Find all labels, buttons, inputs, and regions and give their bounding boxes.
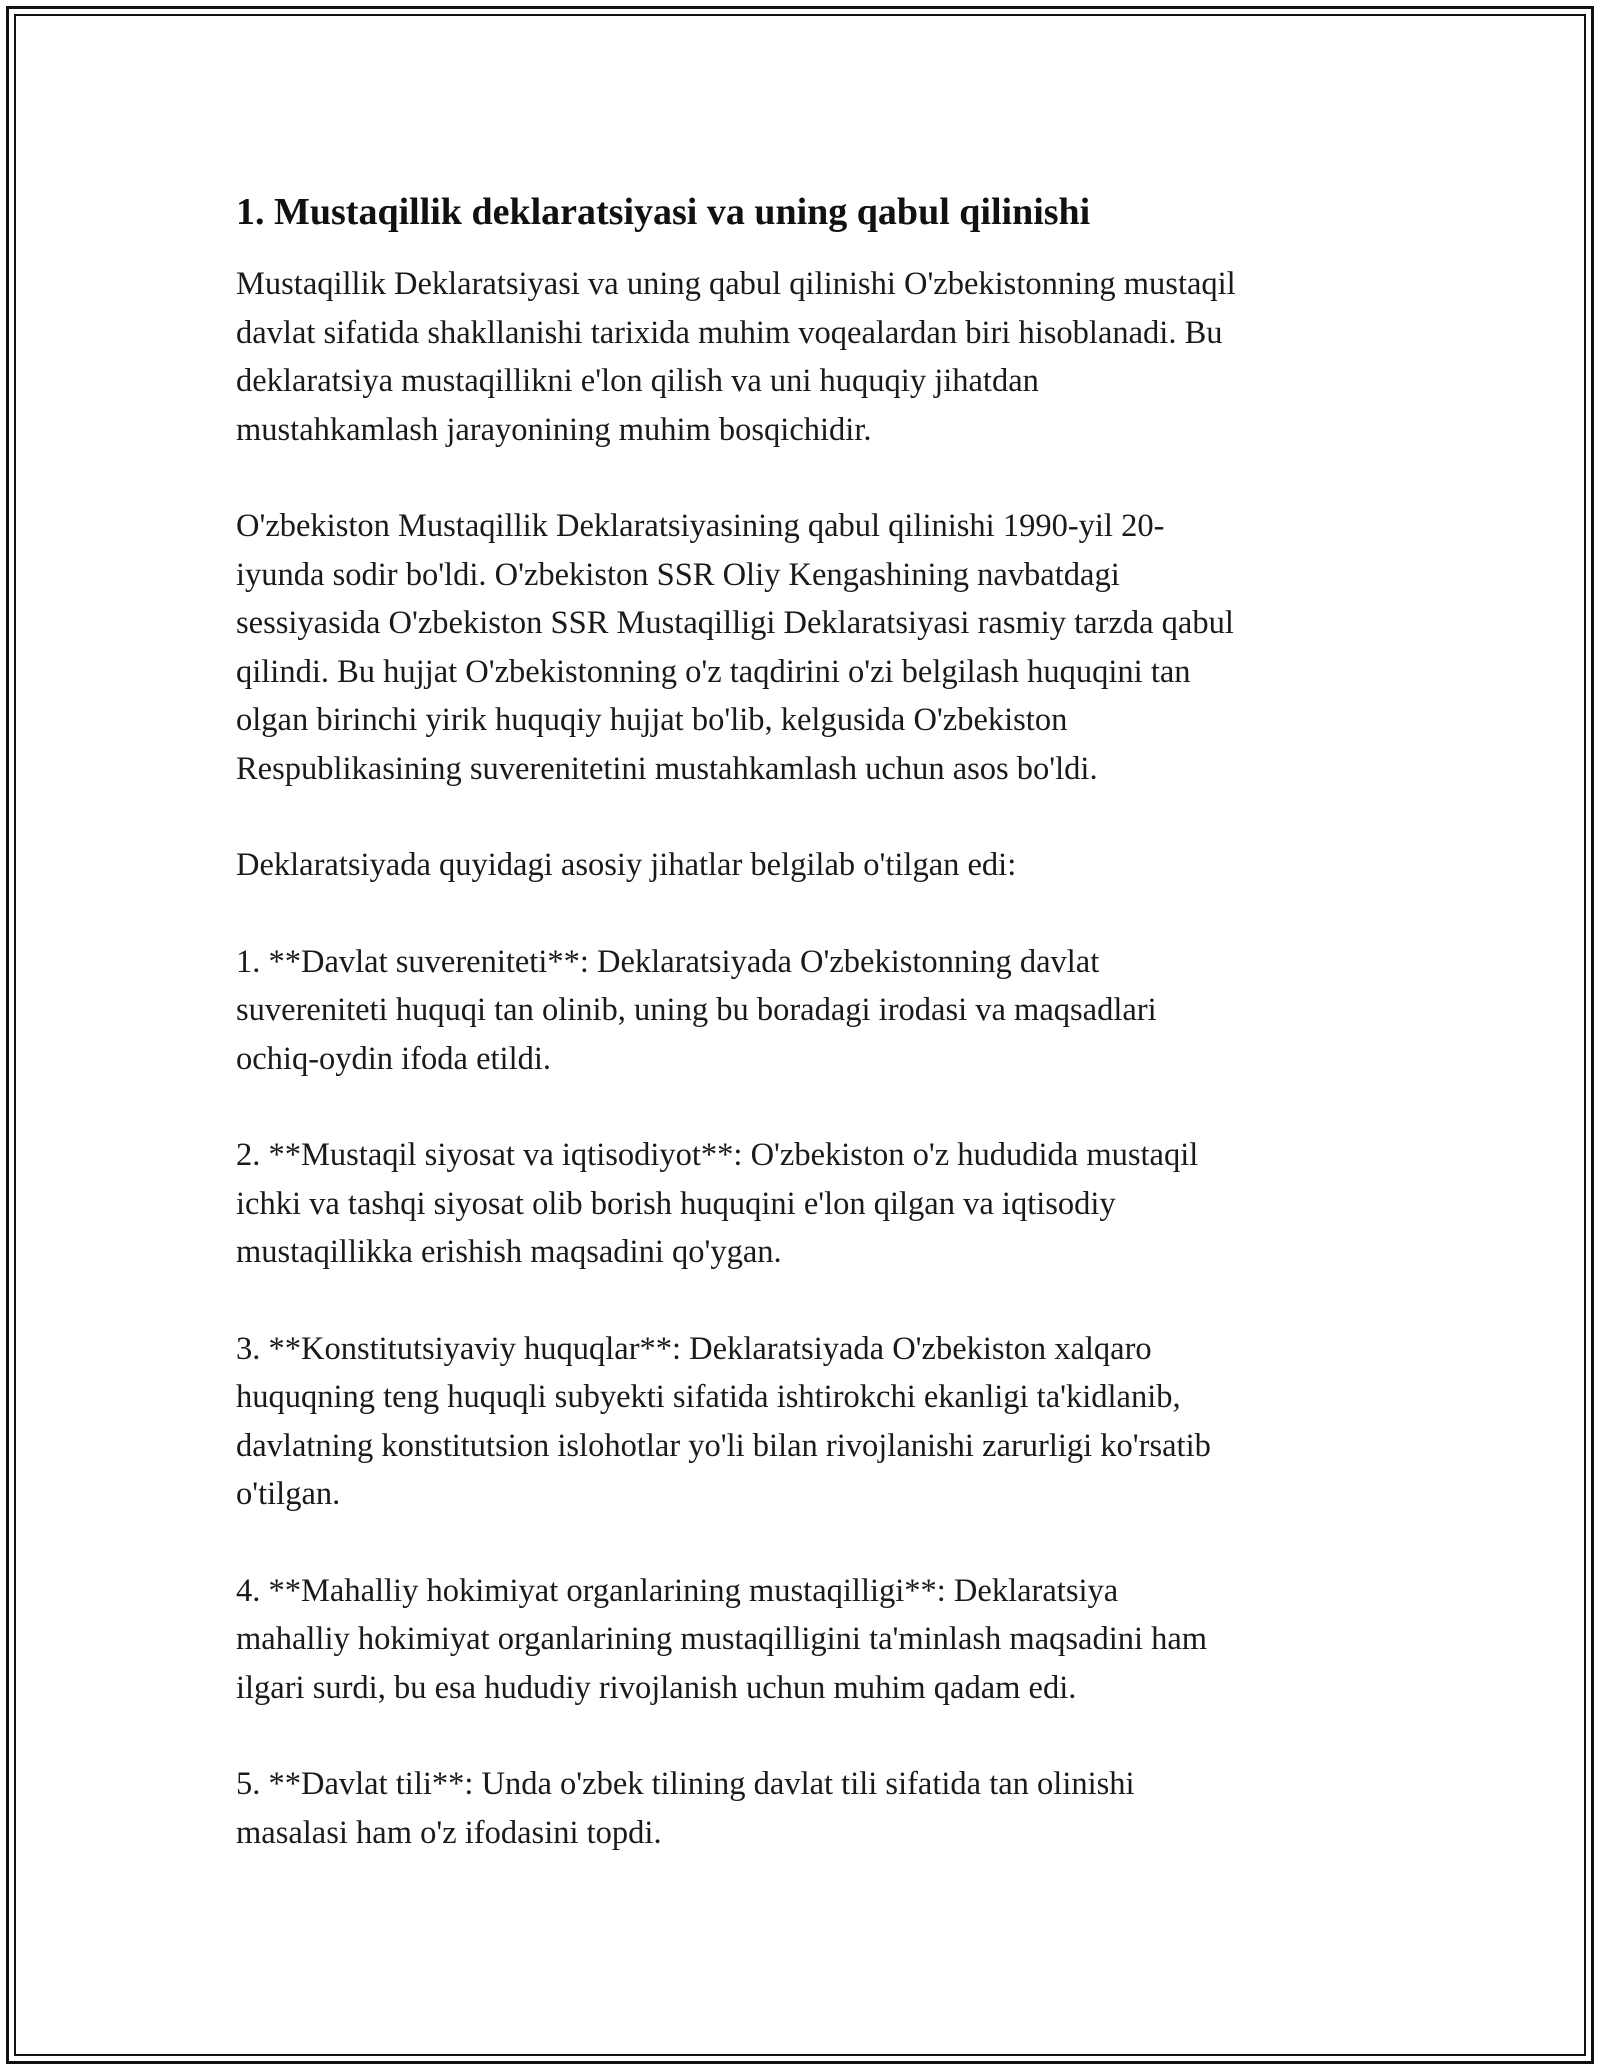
document-body (236, 186, 1376, 1905)
paragraph-list-intro: Deklaratsiyada quyidagi asosiy jihatlar belgilab o'tilgan edi: (236, 847, 1017, 883)
paragraph-adoption: O'zbekiston Mustaqillik Deklaratsiyasining qabul qilinishi 1990-yil 20- iyunda sodir bo'ldi. O'zbekiston SSR Oliy Kengashining navbatdagi sessiyasida O'zbekiston SSR Mustaqilligi Deklaratsiyasi rasmiy tarzda qabul qilindi. Bu hujjat O'zbekistonning o'z taqdirini o'zi belgilash huquqini tan olgan birinchi yirik huquqiy hujjat bo'lib, kelgusida O'zbekiston Respublikasining suverenitetini mustahkamlash uchun asos bo'ldi. (236, 508, 1234, 787)
list-item-sovereignty: 1. **Davlat suvereniteti**: Deklaratsiyada O'zbekistonning davlat suvereniteti huquqi tan olinib, uning bu boradagi irodasi va maqsadlari ochiq-oydin ifoda etildi. (236, 943, 1157, 1077)
list-item-local-government: 4. **Mahalliy hokimiyat organlarining mustaqilligi**: Deklaratsiya mahalliy hokimiyat organlarining mustaqilligini ta'minlash maqsadini ham ilgari surdi, bu esa hududiy rivojlanish uchun muhim qadam edi. (236, 1572, 1208, 1706)
list-item-constitutional-rights: 3. **Konstitutsiyaviy huquqlar**: Deklaratsiyada O'zbekiston xalqaro huquqning teng huquqli subyekti sifatida ishtirokchi ekanligi ta'kidlanib, davlatning konstitutsion islohotlar yo'li bilan rivojlanishi zarurligi ko'rsatib o'tilgan. (236, 1330, 1211, 1512)
list-item-state-language: 5. **Davlat tili**: Unda o'zbek tilining davlat tili sifatida tan olinishi masalasi ham o'z ifodasini topdi. (236, 1766, 1135, 1851)
list-item-independent-policy: 2. **Mustaqil siyosat va iqtisodiyot**: O'zbekiston o'z hududida mustaqil ichki va tashqi siyosat olib borish huquqini e'lon qilgan va iqtisodiy mustaqillikka erishish maqsadini qo'ygan. (236, 1137, 1199, 1270)
paragraph-intro: Mustaqillik Deklaratsiyasi va uning qabul qilinishi O'zbekistonning mustaqil davlat sifatida shakllanishi tarixida muhim voqealardan biri hisoblanadi. Bu deklaratsiya mustaqillikni e'lon qilish va uni huquqiy jihatdan mustahkamlash jarayonining muhim bosqichidir. (236, 266, 1236, 448)
section-heading: 1. Mustaqillik deklaratsiyasi va uning qabul qilinishi (236, 191, 1091, 233)
